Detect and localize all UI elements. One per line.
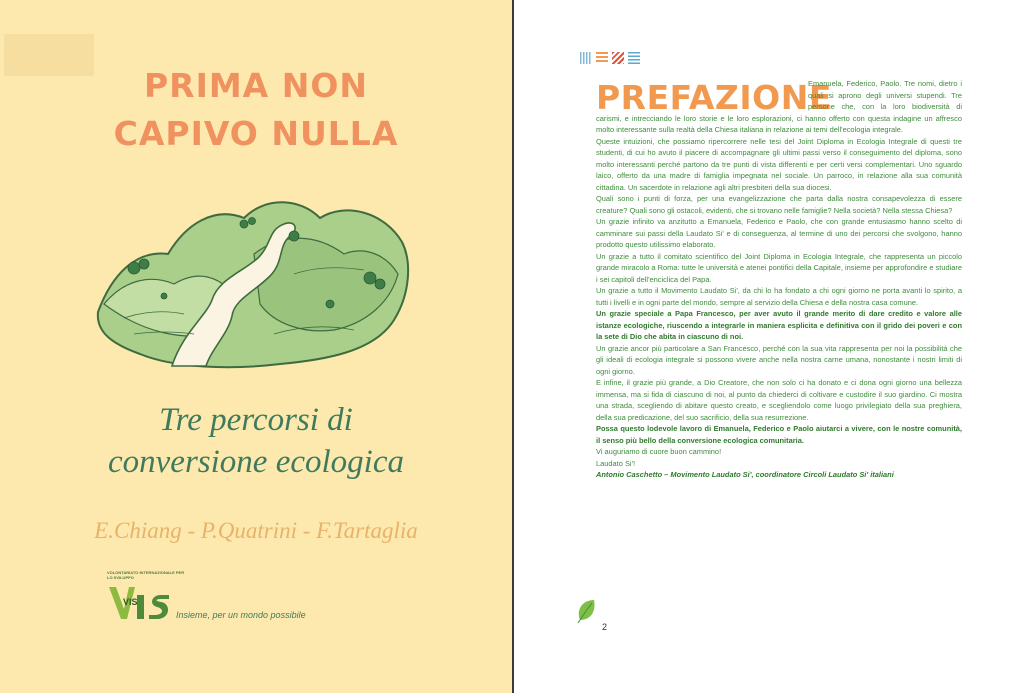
preface-paragraph: Laudato Si'! bbox=[596, 458, 636, 468]
preface-paragraph: Un grazie infinito va anzitutto a Emanuela, Federico e Paolo, che con grande entusiasmo hanno scelto di camminare sui passi della Laudato Si' e di conseguenza, al termine di uno dei percorsi che svolgono, hanno prodotto questo utilissimo elaborato. bbox=[596, 217, 962, 249]
preface-paragraph: E infine, il grazie più grande, a Dio Creatore, che non solo ci ha donato e ci dona ogni giorno una bellezza immensa, ma si fida di ciascuno di noi, al punto da chiederci di coltivare e custodire il suo giardino. Ci mostra una strada, scegliendo di abitare questo creato, e scegliendolo come luogo privilegiato della sua preghiera, della sua predicazione, del suo sacrificio, della sua resurrezione. bbox=[596, 378, 962, 422]
preface-paragraph: Un grazie a tutto il comitato scientifico del Joint Diploma in Ecologia Integrale, che rappresenta un piccolo grande miracolo a Roma: tutte le università e atenei pontifici della Capitale, insieme per approfondire e studiare i sei capitoli dell'enciclica del Papa. bbox=[596, 251, 962, 284]
preface-body bbox=[596, 78, 962, 481]
cover-subtitle-line1: Tre percorsi di bbox=[159, 402, 353, 438]
cover-subtitle-line2: conversione ecologica bbox=[108, 444, 404, 480]
landscape-illustration bbox=[94, 184, 414, 374]
logo-caption: VOLONTARIATO INTERNAZIONALE PER LO SVILUPPO bbox=[107, 570, 185, 580]
decorative-stripes-icon bbox=[580, 52, 640, 64]
preface-title: PREFAZIONE bbox=[596, 78, 832, 117]
preface-page bbox=[514, 0, 1024, 693]
preface-paragraph: Possa questo lodevole lavoro di Emanuela, Federico e Paolo aiutarci a vivere, con le nostre comunità, il senso più bello della conversione ecologica comunitaria. bbox=[596, 424, 962, 445]
vis-logo-mark-text: VIS bbox=[123, 597, 138, 607]
preface-paragraph: Quali sono i punti di forza, per una evangelizzazione che parta dalla nostra consapevolezza di essere creature? Quali sono gli ostacoli, evidenti, che si trovano nelle famiglie? Nella società? Nella stessa Chiesa? bbox=[596, 194, 962, 215]
page-number: 2 bbox=[602, 622, 608, 632]
preface-paragraph: Un grazie speciale a Papa Francesco, per aver avuto il grande merito di dare credito e valore alle istanze ecologiche, riuscendo a integrarle in maniera esplicita e definitiva con il grido dei poveri e con la sete di Dio che abita in ciascuno di noi. bbox=[596, 309, 962, 341]
preface-signature: Antonio Caschetto – Movimento Laudato Si', coordinatore Circoli Laudato Si' italiani bbox=[596, 470, 894, 479]
cover-authors: E.Chiang - P.Quatrini - F.Tartaglia bbox=[94, 518, 418, 543]
logo-tagline: Insieme, per un mondo possibile bbox=[176, 610, 306, 620]
vis-logo bbox=[107, 583, 175, 623]
cover-title-line2: CAPIVO NULLA bbox=[113, 114, 399, 153]
title-float-spacer bbox=[596, 78, 808, 112]
preface-paragraph: Un grazie ancor più particolare a San Francesco, perché con la sua vita rappresenta per noi la possibilità che gli ideali di ecologia integrale si possono vivere anche nella nostra carne umana, nonostante i nostri limiti di ogni giorno. bbox=[596, 343, 962, 376]
cover-title-line1: PRIMA NON bbox=[143, 66, 369, 105]
preface-paragraph: Queste intuizioni, che possiamo ripercorrere nelle tesi del Joint Diploma in Ecologia Integrale di questi tre studenti, di cui ho avuto il piacere di accompagnare gli ultimi passi verso il conseguimento del diploma, sono molto interessanti perché partono da tre punti di vista differenti e per certi versi complementari. Uno sguardo laico, offerto da una madre di famiglia impegnata nel sociale. Un parroco, in relazione alla sua comunità cittadina. Un sacerdote in relazione agli altri presbiteri della sua diocesi. bbox=[596, 136, 962, 192]
leaf-icon bbox=[576, 598, 598, 624]
preface-paragraph: Vi auguriamo di cuore buon cammino! bbox=[596, 447, 722, 456]
preface-paragraph: Emanuela, Federico, Paolo. Tre nomi, dietro i quali si aprono degli universi stupendi. Tre persone che, con la loro biodiversità di carismi, e intrecciando le loro storie e le loro esplorazioni, ci hanno offerto con questa indagine un affresco molto interessante sulla realtà della Chiesa italiana in relazione ai temi dell'ecologia integrale. bbox=[596, 79, 962, 134]
preface-paragraph: Un grazie a tutto il Movimento Laudato Si', da chi lo ha fondato a chi ogni giorno ne porta avanti lo spirito, a tutti i livelli e in ogni parte del mondo, sempre al servizio della Chiesa e della nostra casa comune. bbox=[596, 286, 962, 307]
